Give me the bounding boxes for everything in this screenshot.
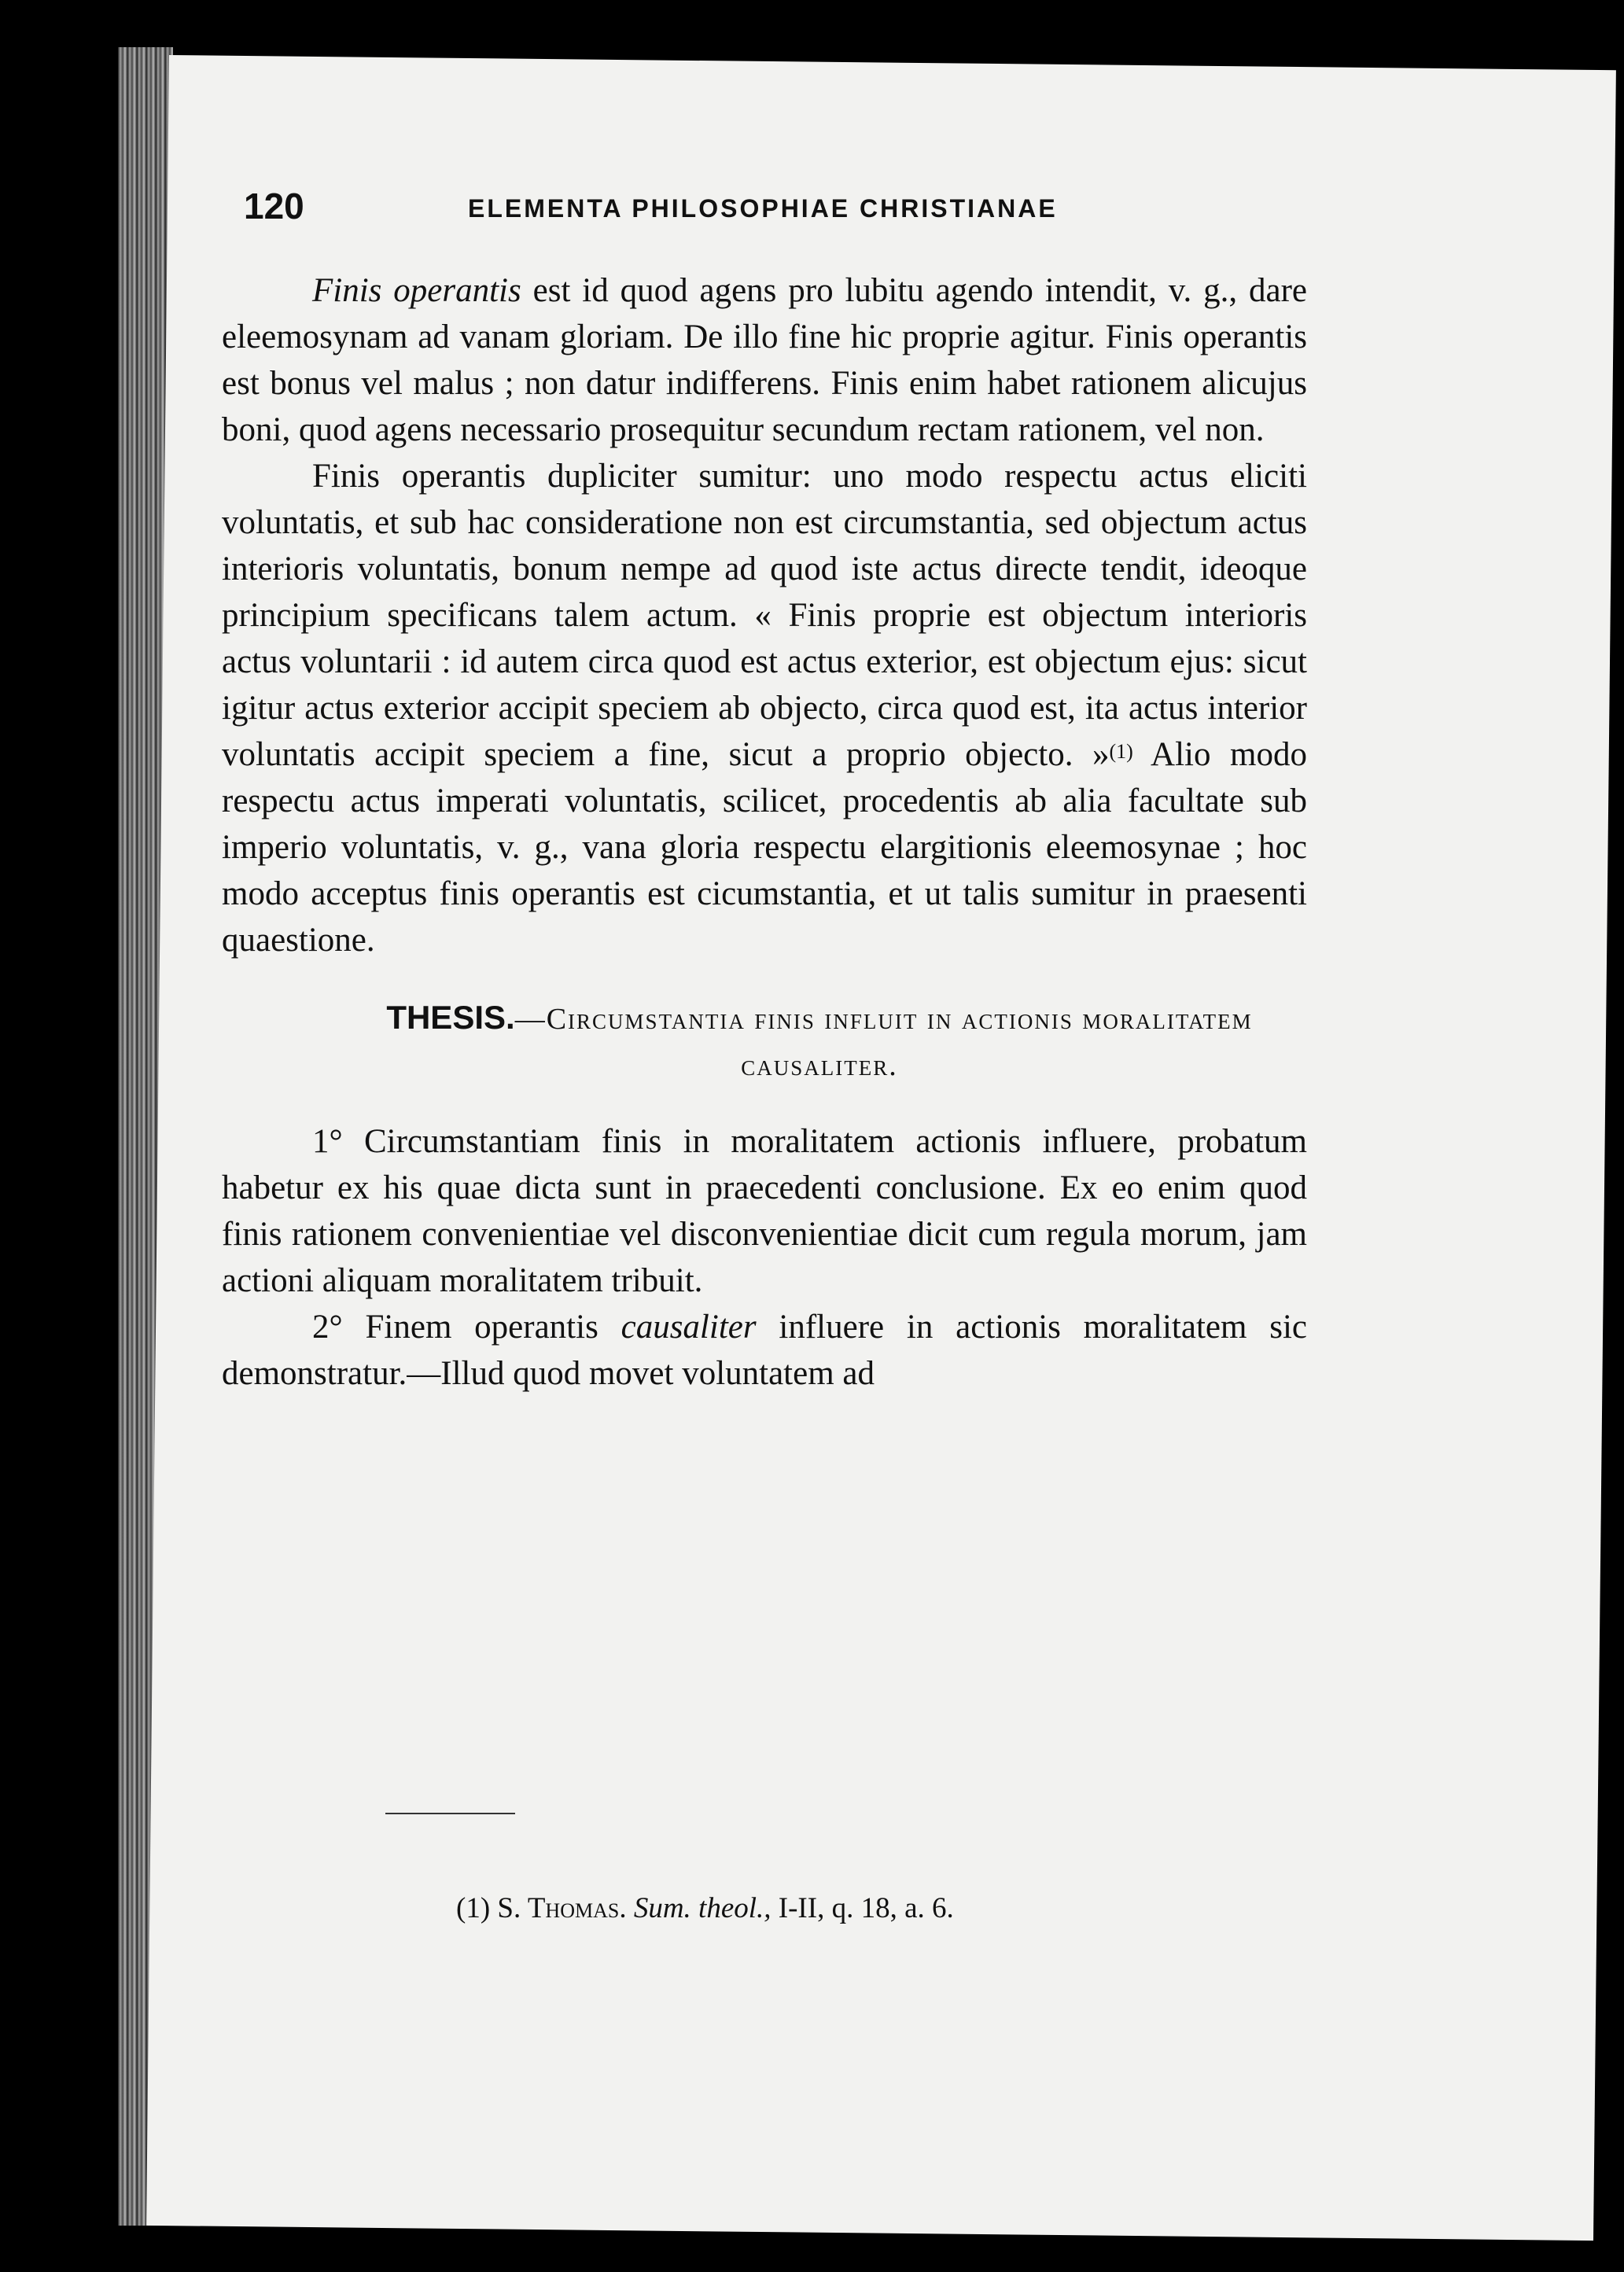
footnote-mark: (1) [456,1892,498,1924]
footnote-reference: (1) [1109,740,1133,763]
paragraph-text: Finis operantis dupliciter sumitur: uno modo respectu actus eliciti voluntatis, et sub hac consideratione non est circumstantia, sed objectum actus interioris voluntatis, bonum nempe ad quod iste actus directe tendit, ideoque principium specificans talem actum. « Finis proprie est objectum interioris actus voluntarii : id autem circa quod est actus exterior, est objectum ejus: sicut igitur actus exterior accipit speciem ab objecto, circa quod est, ita actus interior voluntatis accipit speciem a fine, sicut a proprio objecto. » [222,458,1307,773]
footnote-reference-text: I-II, q. 18, a. 6. [771,1892,954,1924]
footnote [456,1891,954,1925]
paragraph-finis-operantis [222,267,1307,453]
paragraph-second-proof [222,1304,1307,1397]
paragraph-text: influere in actionis moralitatem sic demonstratur.—Illud quod movet voluntatem ad [222,1309,1307,1392]
thesis-text: —Circumstantia finis influit in actionis moralitatem causaliter. [514,1003,1253,1082]
italic-term: Finis operantis [312,272,521,309]
footnote-work: Sum. theol., [626,1892,771,1924]
thesis-label: THESIS. [386,999,515,1036]
footnote-author: S. Thomas. [497,1892,627,1924]
footnote-divider [385,1813,515,1814]
paragraph-text: Alio modo respectu actus imperati voluntatis, scilicet, procedentis ab alia facultate sub imperio voluntatis, v. g., vana gloria respectu elargitionis eleemosynae ; hoc modo acceptus finis operantis est cicumstantia, et ut talis sumitur in praesenti quaestione. [222,736,1307,959]
running-title: ELEMENTA PHILOSOPHIAE CHRISTIANAE [468,194,1058,223]
paragraph-dupliciter [222,453,1307,963]
running-header [244,185,1298,248]
page-number: 120 [244,186,304,226]
paragraph-text: 2° Finem operantis [312,1309,621,1346]
thesis-heading [332,995,1307,1088]
paragraph-text: 1° Circumstantiam finis in moralitatem actionis influere, probatum habetur ex his quae dicta sunt in praecedenti conclusione. Ex eo enim quod finis rationem convenientiae vel disconvenientiae dicit cum regula morum, jam actioni aliquam moralitatem tribuit. [222,1123,1307,1299]
paragraph-first-proof [222,1118,1307,1304]
italic-term: causaliter [621,1309,757,1346]
paragraph-text: est id quod agens pro lubitu agendo intendit, v. g., dare eleemosynam ad vanam gloriam. De illo fine hic proprie agitur. Finis operantis est bonus vel malus ; non datur indifferens. Finis enim habet rationem alicujus boni, quod agens necessario prosequitur secundum rectam rationem, vel non. [222,272,1307,448]
main-text [222,267,1307,1397]
